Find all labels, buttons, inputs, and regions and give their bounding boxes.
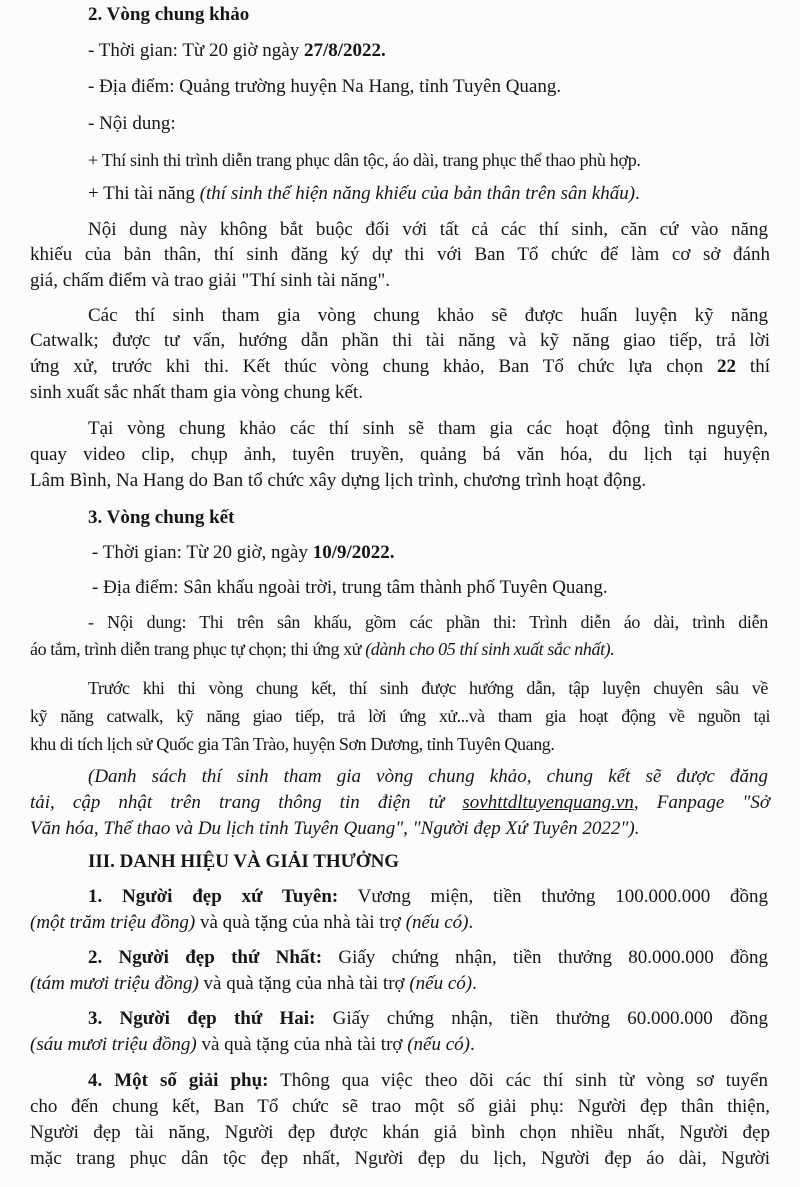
award-1-line-1 — [88, 884, 768, 910]
award-4-line-4: mặc trang phục dân tộc đẹp nhất, Người đẹp du lịch, Người đẹp áo dài, Người — [30, 1148, 770, 1169]
award-2-text: Giấy chứng nhận, tiền thưởng 80.000.000 đồng — [322, 947, 768, 968]
award-2-line-1 — [88, 945, 768, 971]
award-1-text: Vương miện, tiền thưởng 100.000.000 đồng — [338, 886, 768, 907]
para-2-finalist-count: 22 — [717, 356, 737, 377]
para-2-line-3-prefix: ứng xử, trước khi thi. Kết thúc vòng chung khảo, Ban Tổ chức lựa chọn — [30, 356, 718, 377]
section-2-time-date: 27/8/2022. — [303, 40, 386, 61]
award-1-title: 1. Người đẹp xứ Tuyên: — [88, 886, 339, 907]
section-2-para-1-line-2: khiếu của bản thân, thí sinh đăng ký dự thi với Ban Tổ chức để làm cơ sở đánh — [30, 244, 770, 265]
section-3-para-1-line-3: khu di tích lịch sử Quốc gia Tân Trào, huyện Sơn Dương, tỉnh Tuyên Quang. — [30, 734, 555, 754]
section-3-note-line-1: (Danh sách thí sinh tham gia vòng chung khảo, chung kết sẽ được đăng — [88, 766, 768, 787]
website-link[interactable]: sovhttdltuyenquang.vn — [462, 792, 634, 813]
award-3-gift: và quà tặng của nhà tài trợ — [196, 1034, 408, 1055]
section-2-para-3-line-2: quay video clip, chụp ảnh, tuyên truyền, quảng bá văn hóa, du lịch tại huyện — [30, 444, 770, 465]
award-2-line-2 — [30, 971, 770, 997]
section-3-content-line-2 — [30, 636, 770, 662]
section-2-time — [88, 38, 386, 64]
section-2-heading: 2. Vòng chung khảo — [88, 4, 250, 25]
section-2-para-2-line-1: Các thí sinh tham gia vòng chung khảo sẽ được huấn luyện kỹ năng — [88, 305, 768, 326]
section-2-para-1-line-1: Nội dung này không bắt buộc đối với tất cả các thí sinh, căn cứ vào năng — [88, 219, 768, 240]
award-3-amount-words: (sáu mươi triệu đồng) — [30, 1034, 197, 1055]
award-1-if-any: (nếu có) — [405, 912, 469, 933]
award-2-amount-words: (tám mươi triệu đồng) — [30, 973, 199, 994]
section-3-heading: 3. Vòng chung kết — [88, 507, 235, 528]
section-2-para-1-line-3: giá, chấm điểm và trao giải "Thí sinh tài năng". — [30, 270, 391, 291]
section-2-bullet-1: + Thí sinh thi trình diễn trang phục dân tộc, áo dài, trang phục thể thao phù hợp. — [88, 150, 641, 170]
bullet-2-italic: (thí sinh thể hiện năng khiếu của bản thân trên sân khấu) — [199, 183, 636, 204]
section-2-para-2-line-3 — [30, 354, 770, 380]
bullet-2-suffix: . — [635, 183, 640, 204]
content-line-2-prefix: áo tắm, trình diễn trang phục tự chọn; thi ứng xử — [30, 639, 366, 659]
section-3-para-1-line-2: kỹ năng catwalk, kỹ năng giao tiếp, trả lời ứng xử...và tham gia hoạt động về nguồn tại — [30, 706, 770, 726]
award-2-if-any: (nếu có) — [409, 973, 473, 994]
bullet-2-prefix: + Thi tài năng — [88, 183, 200, 204]
section-3-time-label: - Thời gian: Từ 20 giờ, ngày — [92, 542, 313, 563]
award-1-line-2 — [30, 910, 770, 936]
section-2-para-3-line-3: Lâm Bình, Na Hang do Ban tổ chức xây dựng lịch trình, chương trình hoạt động. — [30, 470, 647, 491]
award-3-text: Giấy chứng nhận, tiền thưởng 60.000.000 đồng — [315, 1008, 768, 1029]
award-2-gift: và quà tặng của nhà tài trợ — [198, 973, 410, 994]
award-4-text: Thông qua việc theo dõi các thí sinh từ vòng sơ tuyển — [268, 1070, 768, 1091]
para-2-line-3-suffix: thí — [736, 356, 770, 377]
award-1-end: . — [468, 912, 474, 933]
section-3-para-1-line-1: Trước khi thi vòng chung kết, thí sinh được hướng dẫn, tập luyện chuyên sâu về — [88, 678, 768, 698]
award-4-line-2: cho đến chung kết, Ban Tổ chức sẽ trao một số giải phụ: Người đẹp thân thiện, — [30, 1096, 770, 1117]
section-2-para-3-line-1: Tại vòng chung khảo các thí sinh sẽ tham gia các hoạt động tình nguyện, — [88, 418, 768, 439]
award-4-line-1 — [88, 1068, 768, 1094]
award-3-end: . — [470, 1034, 475, 1055]
note-line-2-prefix: tải, cập nhật trên trang thông tin điện tử — [30, 792, 463, 813]
award-1-amount-words: (một trăm triệu đồng) — [30, 912, 196, 933]
section-3-content-line-1: - Nội dung: Thi trên sân khấu, gồm các phần thi: Trình diễn áo dài, trình diễn — [88, 612, 768, 632]
content-line-2-italic: (dành cho 05 thí sinh xuất sắc nhất). — [365, 639, 615, 659]
award-4-title: 4. Một số giải phụ: — [88, 1070, 269, 1091]
award-3-title: 3. Người đẹp thứ Hai: — [88, 1008, 316, 1029]
award-3-line-2 — [30, 1032, 770, 1058]
section-3-location: - Địa điểm: Sân khấu ngoài trời, trung tâm thành phố Tuyên Quang. — [92, 577, 608, 598]
award-3-if-any: (nếu có) — [407, 1034, 470, 1055]
section-iii-heading: III. DANH HIỆU VÀ GIẢI THƯỞNG — [88, 851, 400, 872]
award-4-line-3: Người đẹp tài năng, Người đẹp được khán giả bình chọn nhiều nhất, Người đẹp — [30, 1122, 770, 1143]
section-2-bullet-2 — [88, 181, 640, 207]
section-2-time-label: - Thời gian: Từ 20 giờ ngày — [88, 40, 304, 61]
section-2-para-2-line-2: Catwalk; được tư vấn, hướng dẫn phần thi tài năng và kỹ năng giao tiếp, trả lời — [30, 330, 770, 351]
award-2-end: . — [472, 973, 477, 994]
note-line-2-suffix: , Fanpage "Sở — [633, 792, 770, 813]
award-1-gift: và quà tặng của nhà tài trợ — [195, 912, 406, 933]
section-3-note-line-2 — [30, 790, 770, 816]
section-3-time-date: 10/9/2022. — [312, 542, 395, 563]
section-2-location: - Địa điểm: Quảng trường huyện Na Hang, tỉnh Tuyên Quang. — [88, 76, 562, 97]
section-2-para-2-line-4: sinh xuất sắc nhất tham gia vòng chung kết. — [30, 382, 363, 403]
section-3-time — [92, 540, 395, 566]
section-2-content-label: - Nội dung: — [88, 113, 176, 134]
award-2-title: 2. Người đẹp thứ Nhất: — [88, 947, 323, 968]
section-3-note-line-3: Văn hóa, Thể thao và Du lịch tỉnh Tuyên Quang", "Người đẹp Xứ Tuyên 2022"). — [30, 818, 640, 839]
award-3-line-1 — [88, 1006, 768, 1032]
